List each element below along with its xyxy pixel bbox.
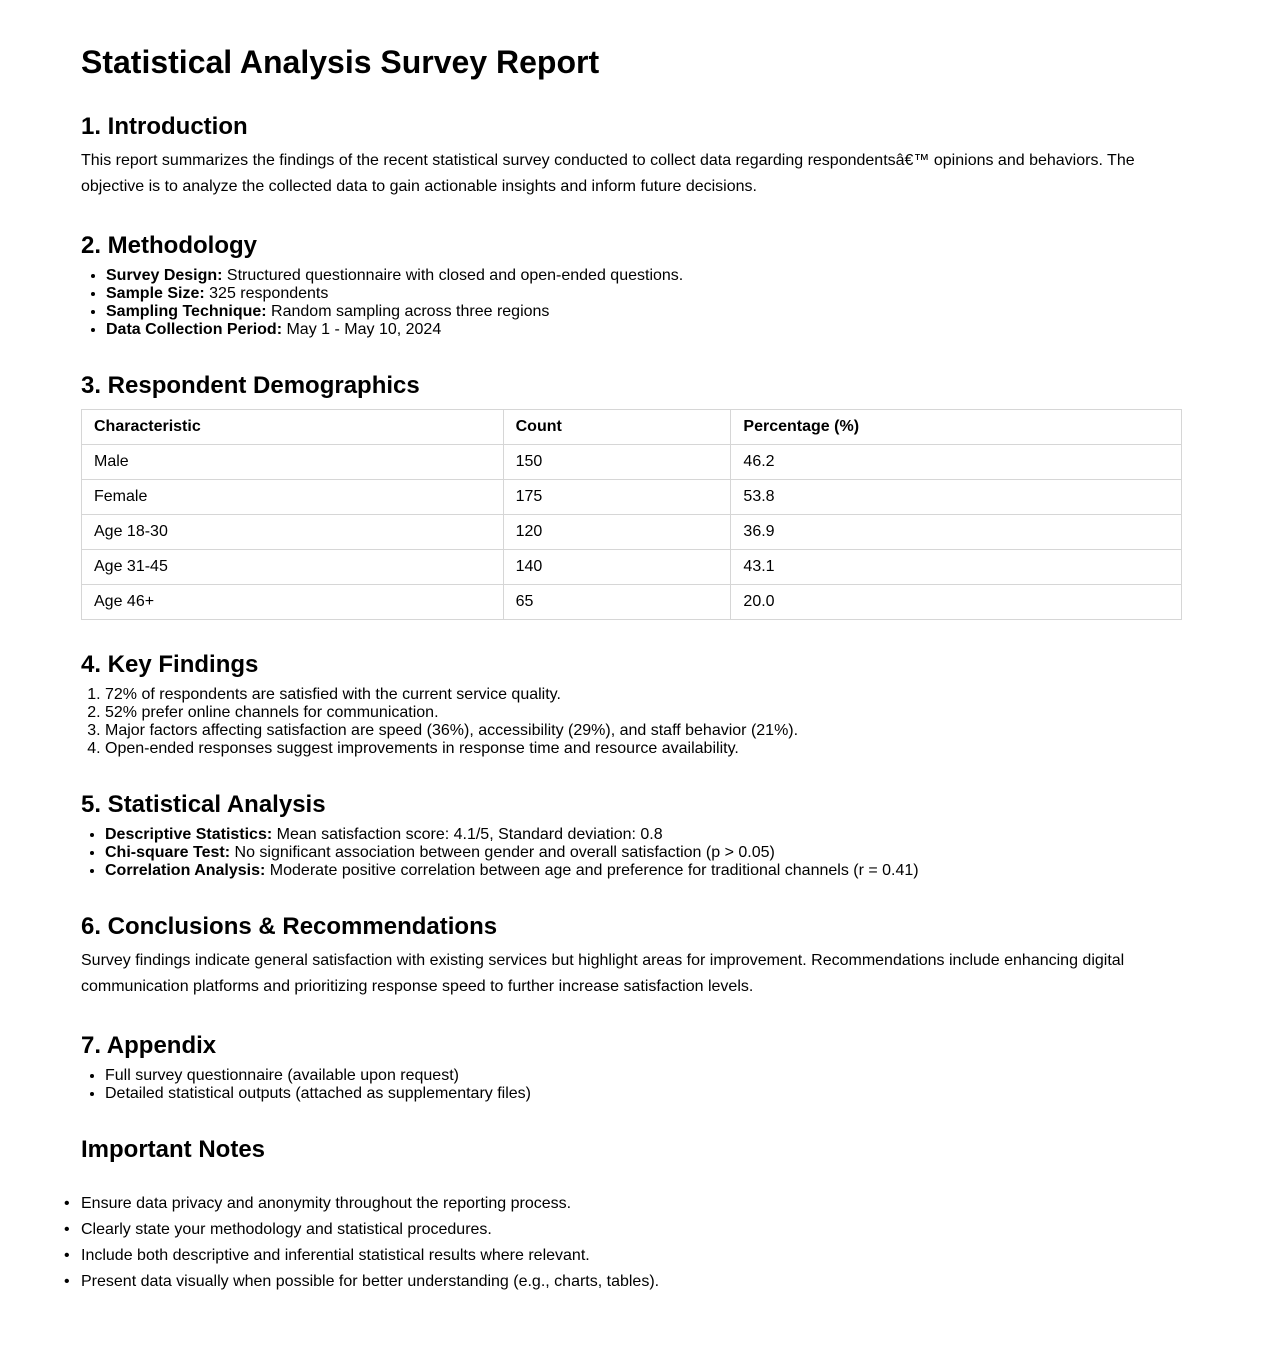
item-label: Descriptive Statistics: [105, 826, 273, 843]
table-row [82, 585, 1182, 620]
section-heading: 3. Respondent Demographics [81, 372, 420, 399]
item-value: Structured questionnaire with closed and open-ended questions. [222, 267, 684, 284]
section-heading: 7. Appendix [81, 1032, 217, 1059]
list-item: • Full survey questionnaire (available upon request) [105, 1067, 1182, 1085]
item-value: Moderate positive correlation between age and preference for traditional channels (r = 0.41) [265, 862, 919, 879]
item-value: Mean satisfaction score: 4.1/5, Standard deviation: 0.8 [272, 826, 663, 843]
section-introduction [81, 112, 1182, 200]
table-cell: 53.8 [731, 480, 1182, 515]
section-heading: 2. Methodology [81, 232, 257, 259]
item-label: Chi-square Test: [105, 844, 231, 861]
table-cell: 140 [503, 550, 731, 585]
findings-list [81, 686, 1182, 758]
table-cell: 36.9 [731, 515, 1182, 550]
column-header: Percentage (%) [731, 410, 1182, 445]
table-row [82, 480, 1182, 515]
methodology-list [81, 267, 1182, 339]
item-label: Sample Size: [106, 285, 205, 302]
table-row [82, 515, 1182, 550]
section-appendix [81, 1031, 1182, 1103]
conclusions-paragraph: Survey findings indicate general satisfaction with existing services but highlight areas for improvement. Recommendations include enhancing digital communication platforms and prioritizing response speed to further increase satisfaction levels. [81, 952, 1125, 995]
item-label: Sampling Technique: [106, 303, 267, 320]
table-cell: 20.0 [731, 585, 1182, 620]
list-item: 4. Open-ended responses suggest improvements in response time and resource availability. [105, 740, 1182, 758]
list-item: • Detailed statistical outputs (attached as supplementary files) [105, 1085, 1182, 1103]
page-title: Statistical Analysis Survey Report [81, 44, 600, 80]
column-header: Characteristic [82, 410, 504, 445]
list-item [106, 285, 1182, 303]
section-statistical-analysis [81, 790, 1182, 880]
item-value: 325 respondents [204, 285, 329, 302]
list-item [106, 267, 1182, 285]
section-heading: 6. Conclusions & Recommendations [81, 913, 498, 940]
table-row [82, 550, 1182, 585]
appendix-list [81, 1067, 1182, 1103]
item-label: Correlation Analysis: [105, 862, 266, 879]
item-value: No significant association between gender and overall satisfaction (p > 0.05) [230, 844, 775, 861]
section-demographics [81, 371, 1182, 620]
list-item: • Present data visually when possible for better understanding (e.g., charts, tables). [81, 1269, 1182, 1295]
column-header: Count [503, 410, 731, 445]
item-value: Random sampling across three regions [266, 303, 550, 320]
section-important-notes [81, 1135, 1182, 1295]
section-heading: Important Notes [81, 1136, 266, 1163]
demographics-table [81, 409, 1182, 620]
list-item [105, 826, 1182, 844]
table-cell: Age 18-30 [82, 515, 504, 550]
table-cell: Female [82, 480, 504, 515]
table-cell: 65 [503, 585, 731, 620]
section-conclusions [81, 912, 1182, 1000]
table-cell: 175 [503, 480, 731, 515]
notes-list [81, 1191, 1182, 1295]
table-row [82, 445, 1182, 480]
item-value: May 1 - May 10, 2024 [282, 321, 442, 338]
list-item [106, 303, 1182, 321]
list-item: • Clearly state your methodology and statistical procedures. [81, 1217, 1182, 1243]
table-cell: Age 31-45 [82, 550, 504, 585]
section-heading: 1. Introduction [81, 113, 248, 140]
list-item: 2. 52% prefer online channels for communication. [105, 704, 1182, 722]
intro-paragraph: This report summarizes the findings of the recent statistical survey conducted to collect data regarding respondentsâ€™ opinions and behaviors. The objective is to analyze the collected data to gain actionable insights and inform future decisions. [81, 152, 1135, 195]
analysis-list [81, 826, 1182, 880]
table-header-row [82, 410, 1182, 445]
table-cell: Male [82, 445, 504, 480]
item-label: Survey Design: [106, 267, 223, 284]
section-heading: 5. Statistical Analysis [81, 791, 326, 818]
section-methodology [81, 231, 1182, 339]
table-cell: Age 46+ [82, 585, 504, 620]
list-item: • Ensure data privacy and anonymity throughout the reporting process. [81, 1191, 1182, 1217]
list-item: 1. 72% of respondents are satisfied with the current service quality. [105, 686, 1182, 704]
table-cell: 150 [503, 445, 731, 480]
list-item [106, 321, 1182, 339]
list-item: 3. Major factors affecting satisfaction are speed (36%), accessibility (29%), and staff behavior (21%). [105, 722, 1182, 740]
list-item: • Include both descriptive and inferential statistical results where relevant. [81, 1243, 1182, 1269]
table-cell: 120 [503, 515, 731, 550]
table-cell: 43.1 [731, 550, 1182, 585]
list-item [105, 844, 1182, 862]
section-key-findings [81, 650, 1182, 758]
list-item [105, 862, 1182, 880]
table-cell: 46.2 [731, 445, 1182, 480]
section-heading: 4. Key Findings [81, 651, 259, 678]
item-label: Data Collection Period: [106, 321, 283, 338]
